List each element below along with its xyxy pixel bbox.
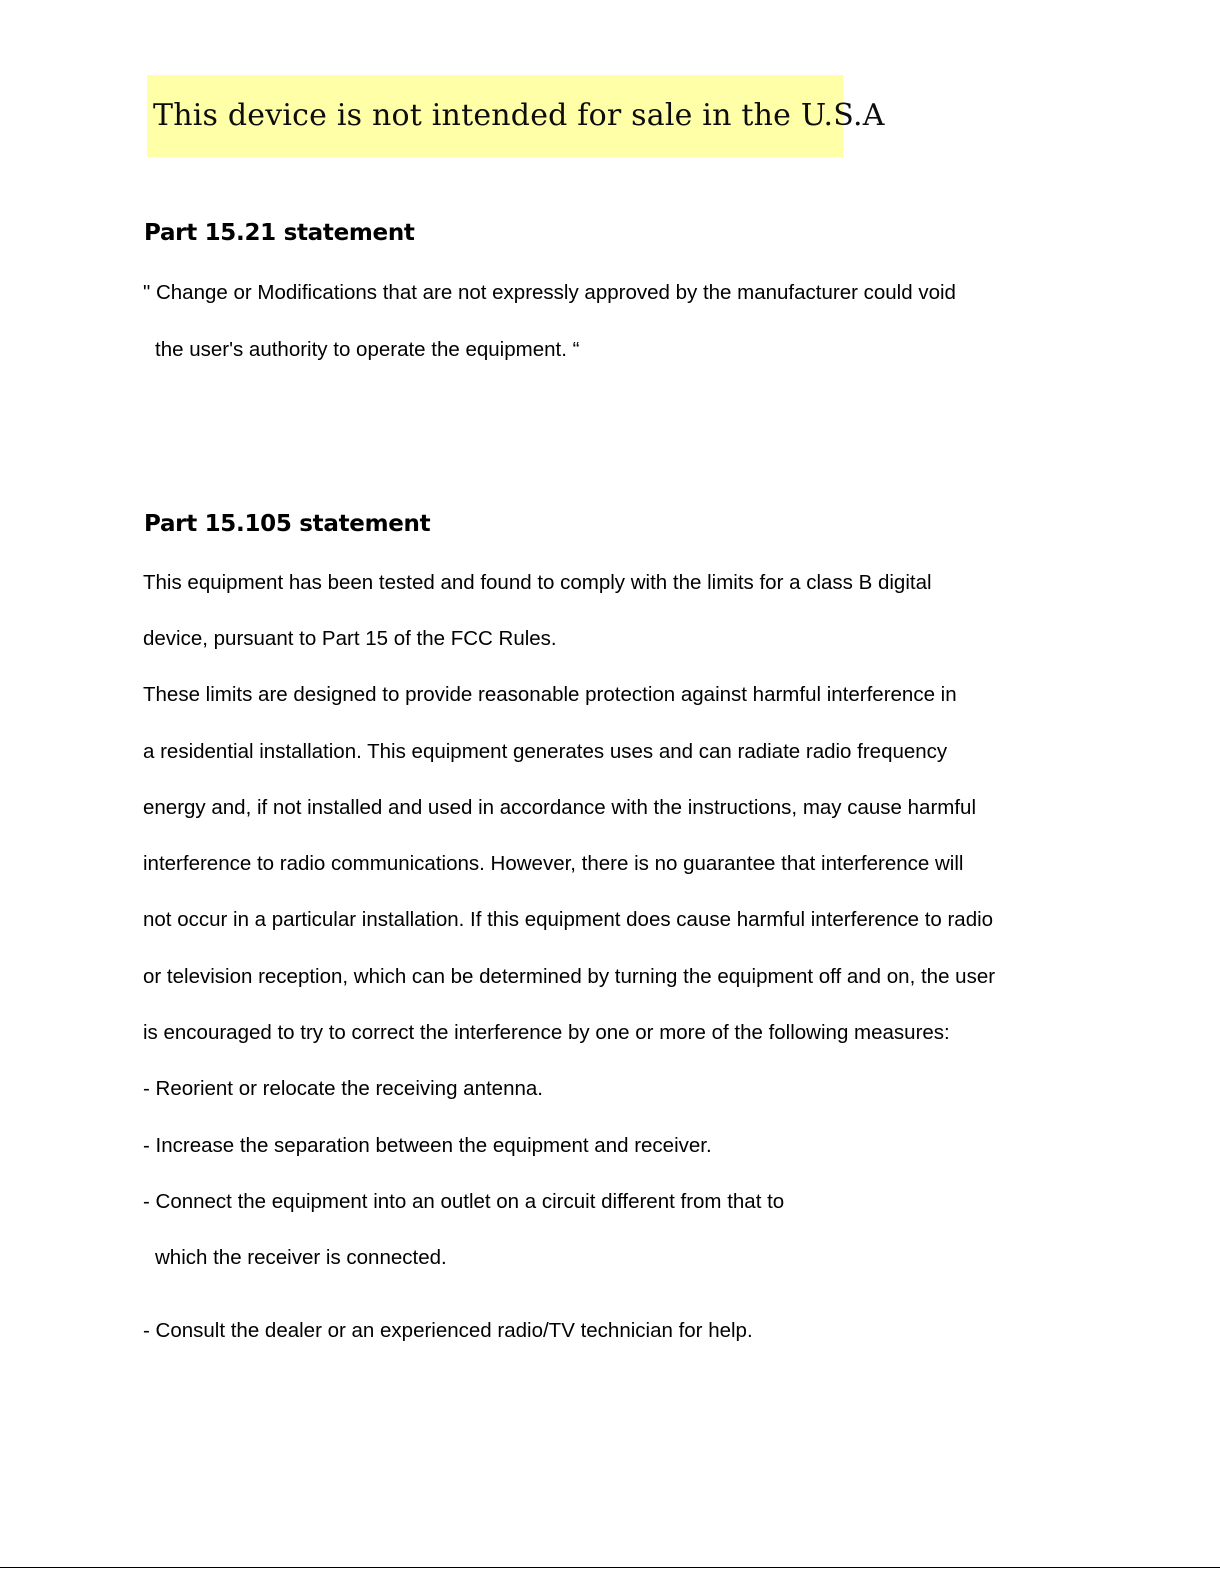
part-15-105-line: This equipment has been tested and found to comply with the limits for a class B digital <box>143 571 932 594</box>
measure-item: - Consult the dealer or an experienced radio/TV technician for help. <box>143 1319 753 1342</box>
part-15-105-heading: Part 15.105 statement <box>144 511 431 537</box>
part-15-105-line: is encouraged to try to correct the interference by one or more of the following measures: <box>143 1021 950 1044</box>
measure-item: - Increase the separation between the equipment and receiver. <box>143 1134 712 1157</box>
part-15-105-line: not occur in a particular installation. If this equipment does cause harmful interference to radio <box>143 908 994 931</box>
page-bottom-rule <box>0 1567 1220 1568</box>
part-15-105-line: interference to radio communications. However, there is no guarantee that interference will <box>143 852 964 875</box>
part-15-105-line: energy and, if not installed and used in accordance with the instructions, may cause harmful <box>143 796 976 819</box>
usa-sale-notice-text: This device is not intended for sale in the U.S.A <box>153 98 885 133</box>
part-15-105-line: or television reception, which can be determined by turning the equipment off and on, the user <box>143 965 996 988</box>
part-15-105-line: These limits are designed to provide reasonable protection against harmful interference in <box>143 683 957 706</box>
part-15-21-line: " Change or Modifications that are not expressly approved by the manufacturer could void <box>143 281 956 304</box>
part-15-105-line: a residential installation. This equipment generates uses and can radiate radio frequency <box>143 740 948 763</box>
part-15-105-line: device, pursuant to Part 15 of the FCC Rules. <box>143 627 557 650</box>
part-15-21-line: the user's authority to operate the equipment. “ <box>155 338 580 361</box>
measure-item: - Connect the equipment into an outlet on a circuit different from that to <box>143 1190 785 1213</box>
part-15-21-heading: Part 15.21 statement <box>144 220 415 246</box>
usa-sale-notice-banner <box>147 75 885 157</box>
measure-item-continuation: which the receiver is connected. <box>155 1246 447 1269</box>
measure-item: - Reorient or relocate the receiving antenna. <box>143 1077 543 1100</box>
